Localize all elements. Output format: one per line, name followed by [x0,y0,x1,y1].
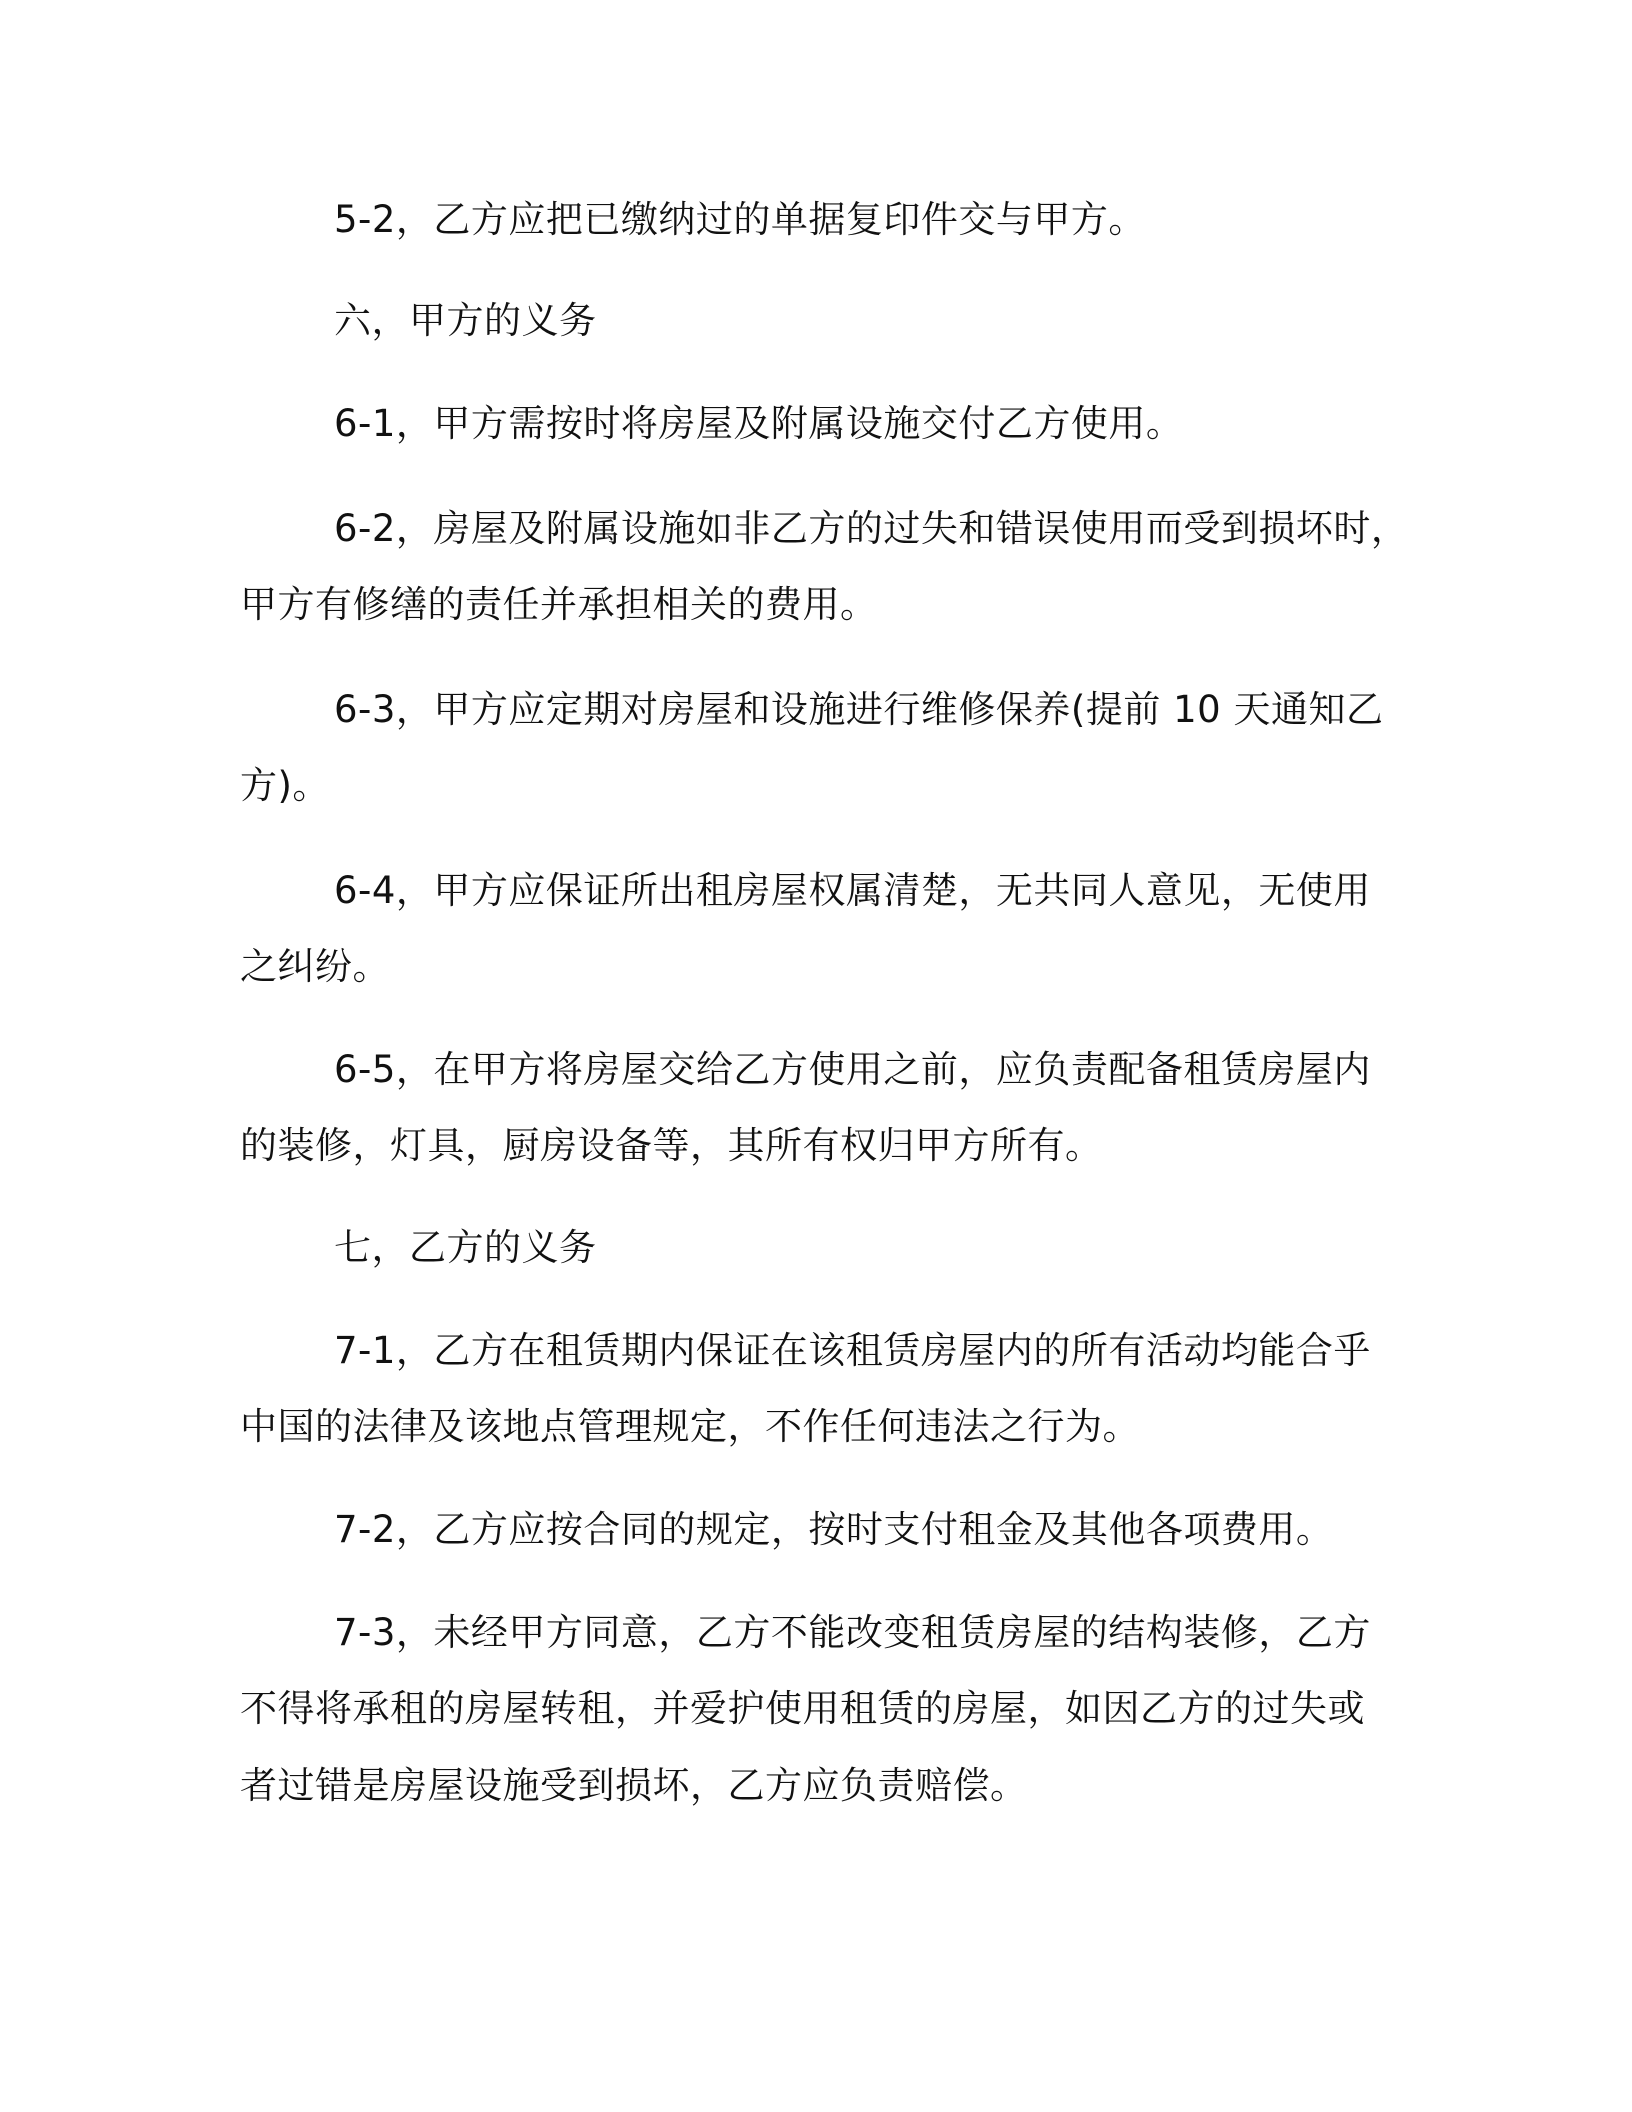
clause-6-5-line-2: 的装修，灯具，厨房设备等，其所有权归甲方所有。 [240,1124,1103,1167]
clause-6-2-line-2: 甲方有修缮的责任并承担相关的费用。 [240,583,878,626]
clause-7-1-line-2: 中国的法律及该地点管理规定，不作任何违法之行为。 [240,1405,1140,1448]
section-7-heading: 七，乙方的义务 [334,1226,597,1269]
clause-6-4-line-2: 之纠纷。 [240,945,390,988]
clause-6-4-line-1: 6-4，甲方应保证所出租房屋权属清楚，无共同人意见，无使用 [334,869,1371,912]
clause-6-5-line-1: 6-5，在甲方将房屋交给乙方使用之前，应负责配备租赁房屋内 [334,1048,1371,1091]
clause-5-2: 5-2，乙方应把已缴纳过的单据复印件交与甲方。 [334,198,1146,241]
clause-7-3-line-1: 7-3，未经甲方同意，乙方不能改变租赁房屋的结构装修，乙方 [334,1611,1371,1654]
clause-7-2: 7-2，乙方应按合同的规定，按时支付租金及其他各项费用。 [334,1508,1334,1551]
clause-7-3-line-2: 不得将承租的房屋转租，并爱护使用租赁的房屋，如因乙方的过失或 [240,1687,1365,1730]
section-6-heading: 六，甲方的义务 [334,299,597,342]
clause-6-2-line-1: 6-2，房屋及附属设施如非乙方的过失和错误使用而受到损坏时， [334,507,1409,550]
clause-6-1: 6-1，甲方需按时将房屋及附属设施交付乙方使用。 [334,402,1184,445]
clause-7-3-line-3: 者过错是房屋设施受到损坏，乙方应负责赔偿。 [240,1764,1028,1807]
clause-6-3-line-1: 6-3，甲方应定期对房屋和设施进行维修保养(提前 10 天通知乙 [334,688,1384,731]
clause-6-3-line-2: 方)。 [240,764,330,807]
clause-7-1-line-1: 7-1，乙方在租赁期内保证在该租赁房屋内的所有活动均能合乎 [334,1329,1371,1372]
